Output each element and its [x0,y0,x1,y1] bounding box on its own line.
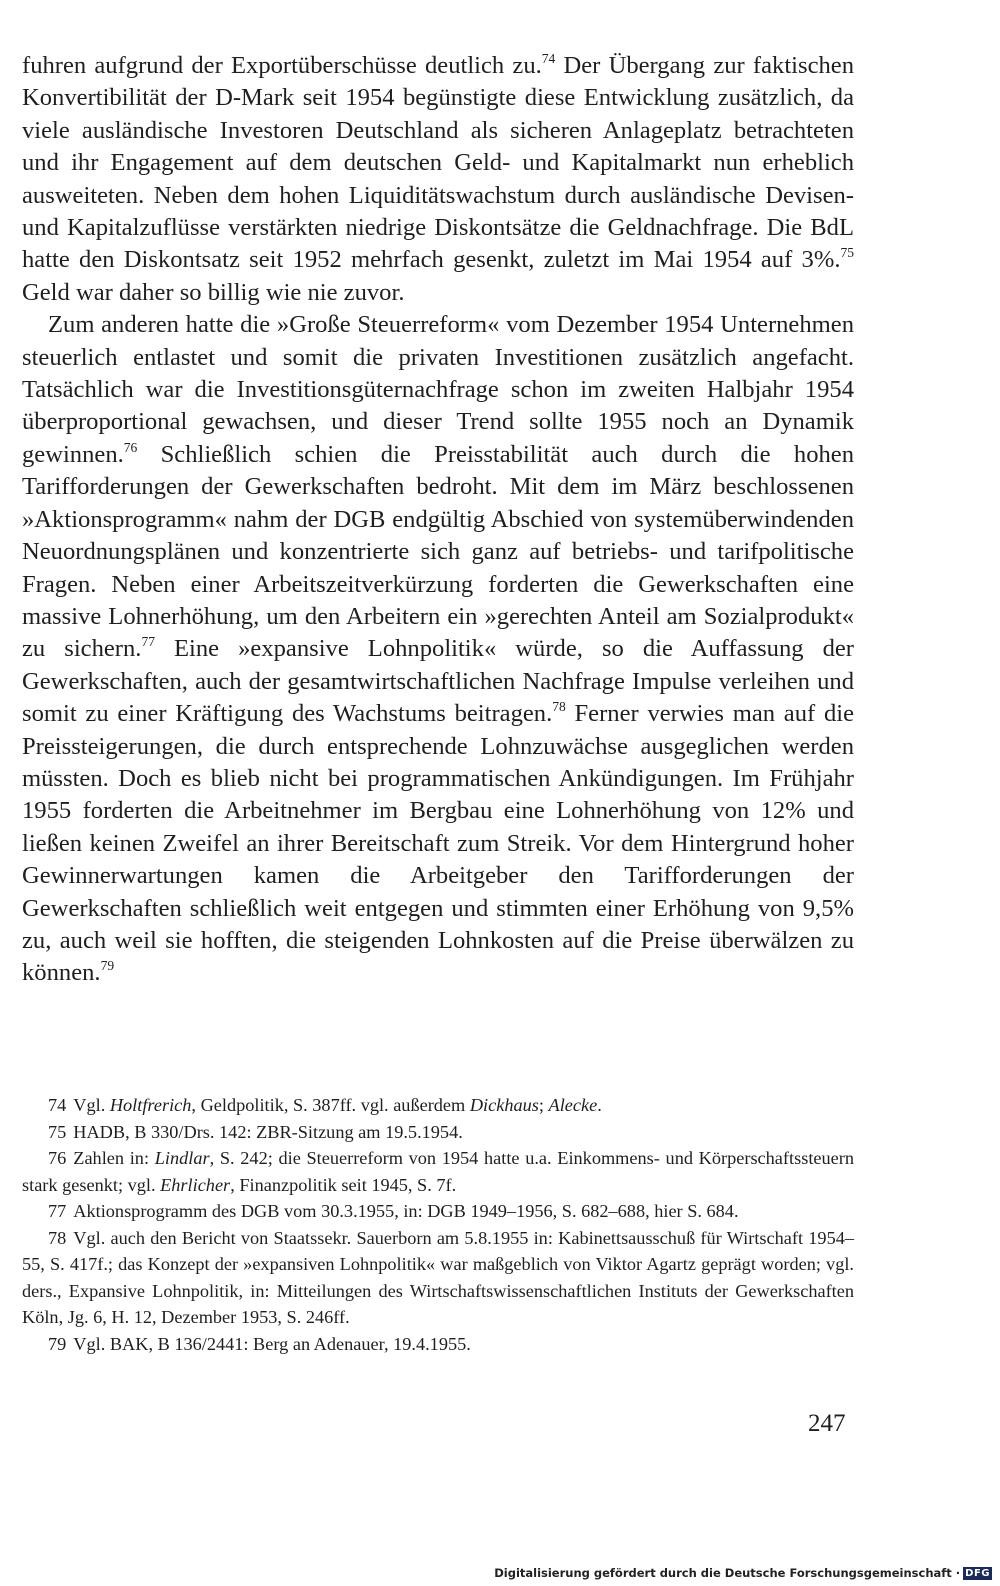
footnote-number: 76 [48,1148,67,1168]
footnote-number: 78 [48,1227,67,1248]
dfg-logo: DFG [965,1567,990,1579]
text-run: , Finanzpolitik seit 1945, S. 7f. [230,1174,457,1195]
footnote-ref: 74 [541,50,556,66]
text-run: Vgl. auch den Bericht von Staatssekr. Sauerborn am 5.8.1955 in: Kabinettsausschuß für Wirtschaft 1954–55, S. 417f.; das Konzept der »expansiven Lohnpolitik« war maßgeblich von Viktor Agartz geprägt worden; vgl. ders., Expansive Lohnpolitik, in: Mitteilungen des Wirtschaftswissenschaftlichen Instituts der Gewerkschaften Köln, Jg. 6, H. 12, Dezember 1953, S. 246ff. [22,1227,854,1327]
footnote-ref: 78 [552,698,566,714]
footnote-number: 79 [48,1333,67,1354]
footnote-number: 74 [48,1095,67,1115]
footnote [22,1092,854,1119]
text-run: Geld war daher so billig wie nie zuvor. [22,278,405,306]
footnote [22,1225,854,1331]
body-text [22,50,854,990]
footnote [22,1198,854,1225]
text-run: Zahlen in: [73,1148,155,1168]
text-run: HADB, B 330/Drs. 142: ZBR-Sitzung am 19.5.1954. [73,1121,463,1142]
digitization-footer [494,1566,992,1580]
author-name: Holtfrerich [109,1095,192,1115]
footnote-ref: 75 [840,245,854,261]
footnote [22,1331,854,1358]
paragraph [22,309,854,990]
text-run: Zum anderen hatte die »Große Steuerreform« vom Dezember 1954 Unternehmen steuerlich entlastet und somit die privaten Investitionen zusätzlich angefacht. Tatsächlich war die Investitionsgüternachfrage schon im zweiten Halbjahr 1954 überproportional gewachsen, und dieser Trend sollte 1955 noch an Dynamik gewinnen. [22,311,854,468]
footnotes [22,1092,854,1357]
text-run: Schließlich schien die Preisstabilität auch durch die hohen Tarifforderungen der Gewerkschaften bedroht. Mit dem im März beschlossenen »Aktionsprogramm« nahm der DGB endgültig Abschied von systemüberwindenden Neuordnungsplänen und konzentrierte sich ganz auf betriebs- und tarifpolitische Fragen. Neben einer Arbeitszeitverkürzung forderten die Gewerkschaften eine massive Lohnerhöhung, um den Arbeitern ein »gerechten Anteil am Sozialprodukt« zu sichern. [22,440,854,663]
text-run: Ferner verwies man auf die Preissteigerungen, die durch entsprechende Lohnzuwächse ausgeglichen werden müssten. Doch es blieb nicht bei programmatischen Ankündigungen. Im Frühjahr 1955 forderten die Arbeitnehmer im Bergbau eine Lohnerhöhung von 12% und ließen keinen Zweifel an ihrer Bereitschaft zum Streik. Vor dem Hintergrund hoher Gewinnerwartungen kamen die Arbeitgeber den Tarifforderungen der Gewerkschaften schließlich weit entgegen und stimmten einer Erhöhung von 9,5% zu, auch weil sie hofften, die steigenden Lohnkosten auf die Preise überwälzen zu können. [22,700,854,987]
paragraph [22,50,854,309]
footnote-ref: 79 [100,958,115,974]
footnote-ref: 77 [141,634,155,650]
text-run: Aktionsprogramm des DGB vom 30.3.1955, in: DGB 1949–1956, S. 682–688, hier S. 684. [73,1201,739,1221]
text-run: fuhren aufgrund der Exportüberschüsse deutlich zu. [22,52,542,79]
text-run: Vgl. [73,1095,110,1115]
footer-text: Digitalisierung gefördert durch die Deutsche Forschungsgemeinschaft · [494,1566,961,1580]
page-number: 247 [808,1410,846,1437]
author-name: Dickhaus [469,1095,539,1115]
footnote-number: 75 [48,1121,67,1142]
footnote-number: 77 [48,1201,67,1221]
text-run: , S. 242; die Steuerreform von 1954 hatte u.a. Einkommens- und Körperschaftssteuern stark gesenkt; vgl. [22,1148,854,1195]
text-run: , Geldpolitik, S. 387ff. vgl. außerdem [191,1095,470,1115]
author-name: Ehrlicher [160,1174,231,1195]
footnote [22,1119,854,1146]
footnote [22,1145,854,1198]
text-run: Vgl. BAK, B 136/2441: Berg an Adenauer, 19.4.1955. [73,1333,471,1354]
author-name: Alecke [548,1095,598,1115]
text-run: ; [538,1095,549,1115]
footnote-ref: 76 [123,439,138,455]
author-name: Lindlar [154,1148,210,1168]
text-run: . [597,1095,602,1115]
text-run: Der Übergang zur faktischen Konvertibilität der D-Mark seit 1954 begünstigte diese Entwicklung zusätzlich, da viele ausländische Investoren Deutschland als sicheren Anlageplatz betrachteten und ihr Engagement auf dem deutschen Geld- und Kapitalmarkt nun erheblich ausweiteten. Neben dem hohen Liquiditätswachstum durch ausländische Devisen- und Kapitalzuflüsse verstärkten niedrige Diskontsätze die Geldnachfrage. Die BdL hatte den Diskontsatz seit 1952 mehrfach gesenkt, zuletzt im Mai 1954 auf 3%. [22,52,854,274]
text-run: Eine »expansive Lohnpolitik« würde, so die Auffassung der Gewerkschaften, auch der gesamtwirtschaftlichen Nachfrage Impulse verleihen und somit zu einer Kräftigung des Wachstums beitragen. [22,635,854,728]
